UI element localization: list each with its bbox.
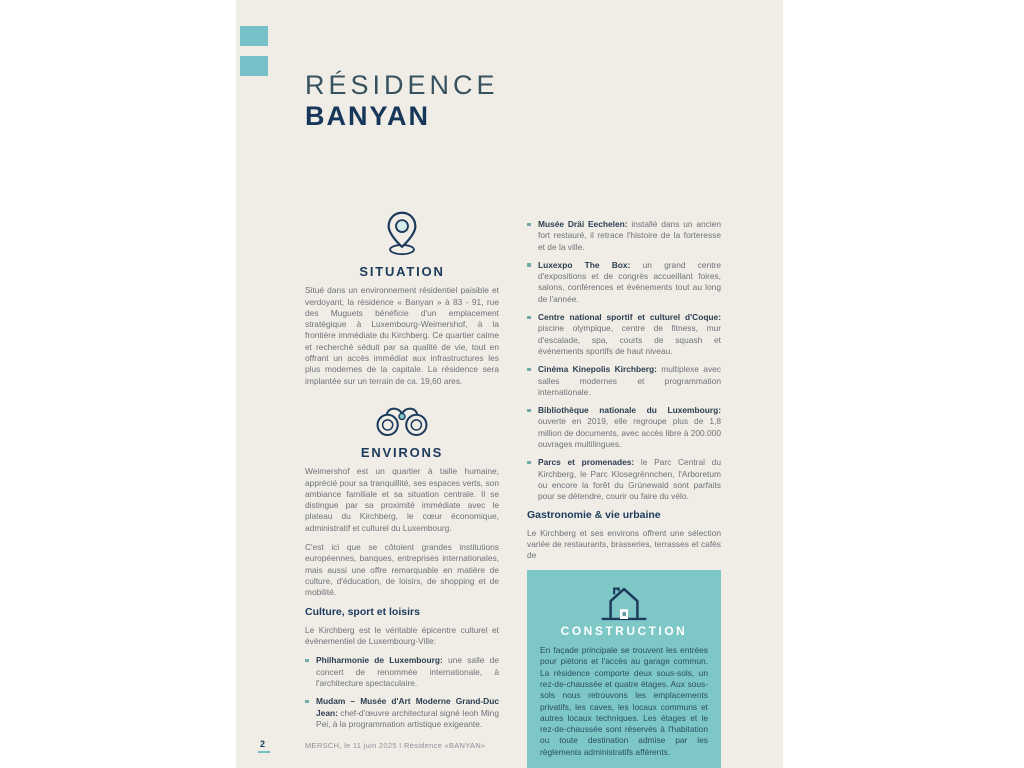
left-column (305, 210, 499, 737)
poi-bullet-list (527, 219, 721, 503)
bullet-label: Luxexpo The Box: (538, 259, 631, 270)
page-number-underline (258, 751, 270, 753)
bullet-square-icon (527, 223, 531, 227)
list-item (527, 457, 721, 502)
bullet-label: Centre national sportif et culturel d'Coque: (538, 312, 721, 323)
construction-heading: CONSTRUCTION (560, 623, 688, 638)
title-banyan: BANYAN (305, 101, 431, 131)
environs-heading: ENVIRONS (360, 444, 444, 460)
house-icon (599, 582, 649, 592)
culture-heading: Culture, sport et loisirs (305, 605, 420, 618)
bullet-square-icon (527, 409, 531, 413)
binoculars-icon (375, 401, 429, 411)
culture-intro: Le Kirchberg est le véritable épicentre culturel et événementiel de Luxembourg-Ville: (305, 624, 499, 647)
environs-icon-block (305, 401, 499, 437)
bullet-text: installé dans un ancien fort restauré, il retrace l'histoire de la forteresse et de la ville. (538, 219, 721, 252)
situation-heading: SITUATION (359, 264, 445, 279)
brochure-page (236, 0, 783, 768)
bullet-label: Mudam – Musée d'Art Moderne Grand-Duc Jean: (316, 696, 499, 718)
bullet-text: ouverte en 2019, elle regroupe plus de 1,8 million de documents, avec accès libre à 200.000 ouvrages multilingues. (538, 416, 721, 450)
page-title (305, 70, 499, 131)
bullet-square-icon (527, 368, 531, 372)
bullet-square-icon (305, 700, 309, 704)
bullet-text: le Parc Central du Kirchberg, le Parc Klosegrënnchen, l'Arboretum ou encore la forêt du Grünewald sont parfaits pour se détendre, courir ou faire du vélo. (538, 457, 721, 502)
gastronomie-paragraph: Le Kirchberg et ses environs offrent une sélection variée de restaurants, brasseries, terrasses et cafés de (527, 527, 721, 561)
bullet-text: un grand centre d'expositions et de congrès accueillant foires, salons, conférences et événements tout au long de l'année. (538, 259, 721, 304)
bullet-label: Philharmonie de Luxembourg: (316, 655, 443, 666)
bullet-text: une salle de concert de renommée internationale, à l'architecture spectaculaire. (316, 655, 500, 689)
list-item (527, 260, 721, 305)
bullet-label: Musée Dräi Eechelen: (538, 219, 628, 229)
environs-paragraph-1: Weimershof est un quartier à taille humaine, apprécié pour sa tranquillité, ses espaces verts, son ambiance familiale et sa situation centrale. Il se distingue par sa proximité immédiate avec le plateau du Kirchberg, le cœur économique, administratif et culturel du Luxembourg. (305, 466, 499, 533)
bullet-label: Bibliothèque nationale du Luxembourg: (538, 405, 721, 416)
situation-icon-block (305, 210, 499, 256)
construction-icon-block (540, 582, 708, 622)
gastronomie-heading: Gastronomie & vie urbaine (527, 508, 661, 521)
bullet-square-icon (527, 263, 531, 267)
bullet-label: Parcs et promenades: (538, 457, 635, 468)
accent-square-bottom (240, 56, 268, 76)
list-item (305, 655, 499, 689)
list-item (527, 312, 721, 357)
bullet-text: multiplexe avec salles modernes et programmation internationale. (538, 364, 721, 397)
culture-bullet-list (305, 655, 499, 730)
bullet-square-icon (527, 316, 531, 320)
right-column (527, 219, 721, 768)
bullet-text: piscine olympique, centre de fitness, mur d'escalade, spa, courts de squash et événements sportifs de haut niveau. (538, 323, 721, 356)
construction-paragraph: En façade principale se trouvent les entrées pour piétons et l'accès au garage commun. La résidence comporte deux sous-sols, un rez-de-chaussée et quatre étages. Aux sous-sols nous retrouvons les emplacements privatifs, les caves, les locaux communs et autres locaux techniques. Les étages et le rez-de-chaussée sont réservés à l'habitation ou toute destination admise par les règlements administratifs afférents. (540, 645, 708, 757)
construction-callout-box (527, 570, 721, 768)
list-item (305, 696, 499, 730)
accent-square-top (240, 26, 268, 46)
environs-paragraph-2: C'est ici que se côtoient grandes institutions européennes, banques, entreprises internationales, mais aussi une offre remarquable en matière de culture, d'éducation, de loisirs, de shopping et de mobilité. (305, 542, 499, 598)
list-item (527, 405, 721, 450)
page-number: 2 (260, 739, 266, 749)
list-item (527, 364, 721, 398)
title-residence: RÉSIDENCE (305, 70, 499, 100)
footer-text: MERSCH, le 11 juin 2025 I Résidence «BANYAN» (305, 741, 486, 750)
bullet-label: Cinéma Kinepolis Kirchberg: (538, 364, 657, 375)
location-pin-icon (383, 210, 421, 220)
bullet-text: chef-d'œuvre architectural signé Ieoh Ming Pei, à la programmation artistique exigeante. (316, 707, 499, 729)
bullet-square-icon (527, 461, 531, 465)
situation-paragraph: Situé dans un environnement résidentiel paisible et verdoyant, la résidence « Banyan » à 83 - 91, rue des Muguets bénéficie d'un emplacement stratégique à Luxembourg-Weimershof, à la frontière immédiate du Kirchberg. Ce quartier calme et recherché séduit par sa qualité de vie, tout en offrant un accès immédiat aux infrastructures les plus modernes de la capitale. La résidence sera implantée sur un terrain de ca. 19,60 ares. (305, 285, 499, 386)
list-item (527, 219, 721, 253)
bullet-square-icon (305, 659, 309, 663)
